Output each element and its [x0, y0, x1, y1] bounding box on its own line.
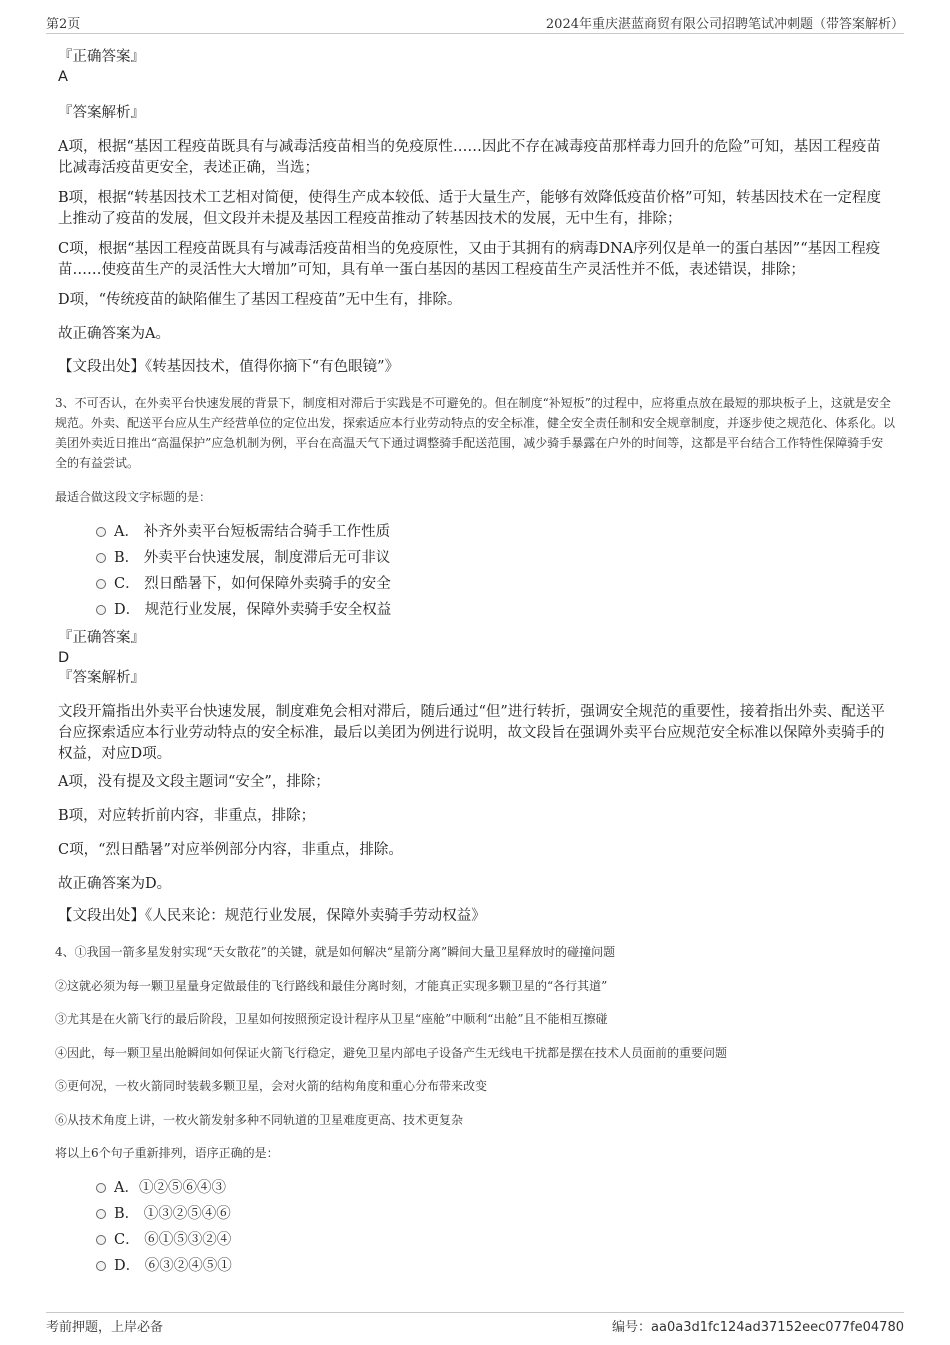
option-a[interactable] [96, 522, 390, 543]
sentence-item: ③尤其是在火箭飞行的最后阶段，卫星如何按照预定设计程序从卫星“座舱”中顺利“出舱”且不能相互擦碰 [55, 1012, 608, 1026]
option-d[interactable] [96, 1256, 232, 1277]
sentence-item: 4、①我国一箭多星发射实现“天女散花”的关键，就是如何解决“星箭分离”瞬间大量卫星释放时的碰撞问题 [55, 945, 616, 959]
question-stem: 3、不可否认，在外卖平台快速发展的背景下，制度相对滞后于实践是不可避免的。但在制度“补短板”的过程中，应将重点放在最短的那块板子上，这就是安全规范。外卖、配送平台应从生产经营单位的定位出发，探索适应本行业劳动特点的安全标准，健全安全责任制和安全规章制度，并逐步使之规范化、体系化。以美团外卖近日推出“高温保护”应急机制为例，平台在高温天气下通过调整骑手配送范围，减少骑手暴露在户外的时间等，这都是平台结合工作特性保障骑手安全的有益尝试。 [55, 396, 896, 470]
option-b[interactable] [96, 1204, 231, 1225]
radio-icon[interactable] [96, 1209, 106, 1219]
option-label: C． 烈日酷暑下，如何保障外卖骑手的安全 [114, 576, 391, 592]
option-d[interactable] [96, 600, 391, 621]
analysis-paragraph: A项，没有提及文段主题词“安全”，排除； [58, 774, 330, 790]
source-citation: 【文段出处】《转基因技术，值得你摘下“有色眼镜”》 [58, 359, 400, 375]
sentence-item: ④因此，每一颗卫星出舱瞬间如何保证火箭飞行稳定，避免卫星内部电子设备产生无线电干扰都是摆在技术人员面前的重要问题 [55, 1046, 728, 1060]
radio-icon[interactable] [96, 1183, 106, 1193]
option-label: B． ①③②⑤④⑥ [114, 1206, 231, 1222]
sentence-item: ⑥从技术角度上讲，一枚火箭发射多种不同轨道的卫星难度更高、技术更复杂 [55, 1113, 464, 1127]
option-c[interactable] [96, 574, 391, 595]
analysis-paragraph: B项，根据“转基因技术工艺相对简便，使得生产成本较低、适于大量生产，能够有效降低疫苗价格”可知，转基因技术在一定程度上推动了疫苗的发展，但文段并未提及基因工程疫苗推动了转基因技术的发展，无中生有，排除； [58, 190, 881, 227]
answer-value: A [58, 69, 68, 85]
analysis-paragraph: A项，根据“基因工程疫苗既具有与减毒活疫苗相当的免疫原性……因此不存在减毒疫苗那样毒力回升的危险”可知，基因工程疫苗比减毒活疫苗更安全，表述正确，当选； [58, 139, 881, 176]
option-label: A．①②⑤⑥④③ [114, 1180, 226, 1196]
radio-icon[interactable] [96, 1235, 106, 1245]
code-value: aa0a3d1fc124ad37152eec077fe04780 [651, 1320, 904, 1335]
analysis-conclusion: 故正确答案为A。 [58, 326, 170, 342]
analysis-label: 『答案解析』 [58, 105, 145, 121]
page-number: 第2页 [46, 17, 81, 32]
radio-icon[interactable] [96, 605, 106, 615]
answer-label: 『正确答案』 [58, 49, 145, 65]
option-label: D． 规范行业发展，保障外卖骑手安全权益 [114, 602, 392, 618]
option-label: A． 补齐外卖平台短板需结合骑手工作性质 [114, 524, 391, 540]
document-code [612, 1316, 904, 1335]
analysis-label: 『答案解析』 [58, 670, 145, 686]
option-a[interactable] [96, 1178, 226, 1199]
analysis-paragraph: D项，“传统疫苗的缺陷催生了基因工程疫苗”无中生有，排除。 [58, 292, 462, 308]
radio-icon[interactable] [96, 527, 106, 537]
footer-slogan: 考前押题，上岸必备 [46, 1320, 164, 1335]
answer-value: D [58, 650, 70, 666]
question-prompt: 将以上6个句子重新排列，语序正确的是： [55, 1146, 279, 1160]
option-c[interactable] [96, 1230, 231, 1251]
analysis-paragraph: 文段开篇指出外卖平台快速发展，制度难免会相对滞后，随后通过“但”进行转折，强调安全规范的重要性，接着指出外卖、配送平台应探索适应本行业劳动特点的安全标准，最后以美团为例进行说明，故文段旨在强调外卖平台应规范安全标准以保障外卖骑手的权益，对应D项。 [58, 704, 885, 762]
code-label: 编号： [612, 1320, 652, 1335]
option-label: D． ⑥③②④⑤① [114, 1258, 232, 1274]
option-label: C． ⑥①⑤③②④ [114, 1232, 232, 1248]
option-label: B． 外卖平台快速发展，制度滞后无可非议 [114, 550, 391, 566]
source-citation: 【文段出处】《人民来论：规范行业发展，保障外卖骑手劳动权益》 [58, 908, 486, 924]
analysis-paragraph: C项，“烈日酷暑”对应举例部分内容，非重点，排除。 [58, 842, 403, 858]
sentence-item: ②这就必须为每一颗卫星量身定做最佳的飞行路线和最佳分离时刻，才能真正实现多颗卫星的“各行其道” [55, 979, 608, 993]
analysis-conclusion: 故正确答案为D。 [58, 876, 172, 892]
radio-icon[interactable] [96, 553, 106, 563]
analysis-paragraph: B项，对应转折前内容，非重点，排除； [58, 808, 316, 824]
answer-label: 『正确答案』 [58, 630, 145, 646]
option-b[interactable] [96, 548, 390, 569]
document-title: 2024年重庆湛蓝商贸有限公司招聘笔试冲刺题（带答案解析） [545, 17, 904, 32]
page-header [46, 13, 904, 34]
page-footer [46, 1312, 904, 1340]
radio-icon[interactable] [96, 1261, 106, 1271]
sentence-item: ⑤更何况，一枚火箭同时装载多颗卫星，会对火箭的结构角度和重心分布带来改变 [55, 1079, 488, 1093]
question-prompt: 最适合做这段文字标题的是： [55, 490, 212, 504]
analysis-paragraph: C项，根据“基因工程疫苗既具有与减毒活疫苗相当的免疫原性，又由于其拥有的病毒DNA序列仅是单一的蛋白基因”“基因工程疫苗……使疫苗生产的灵活性大大增加”可知，具有单一蛋白基因的基因工程疫苗生产灵活性并不低，表述错误，排除； [58, 241, 881, 278]
radio-icon[interactable] [96, 579, 106, 589]
